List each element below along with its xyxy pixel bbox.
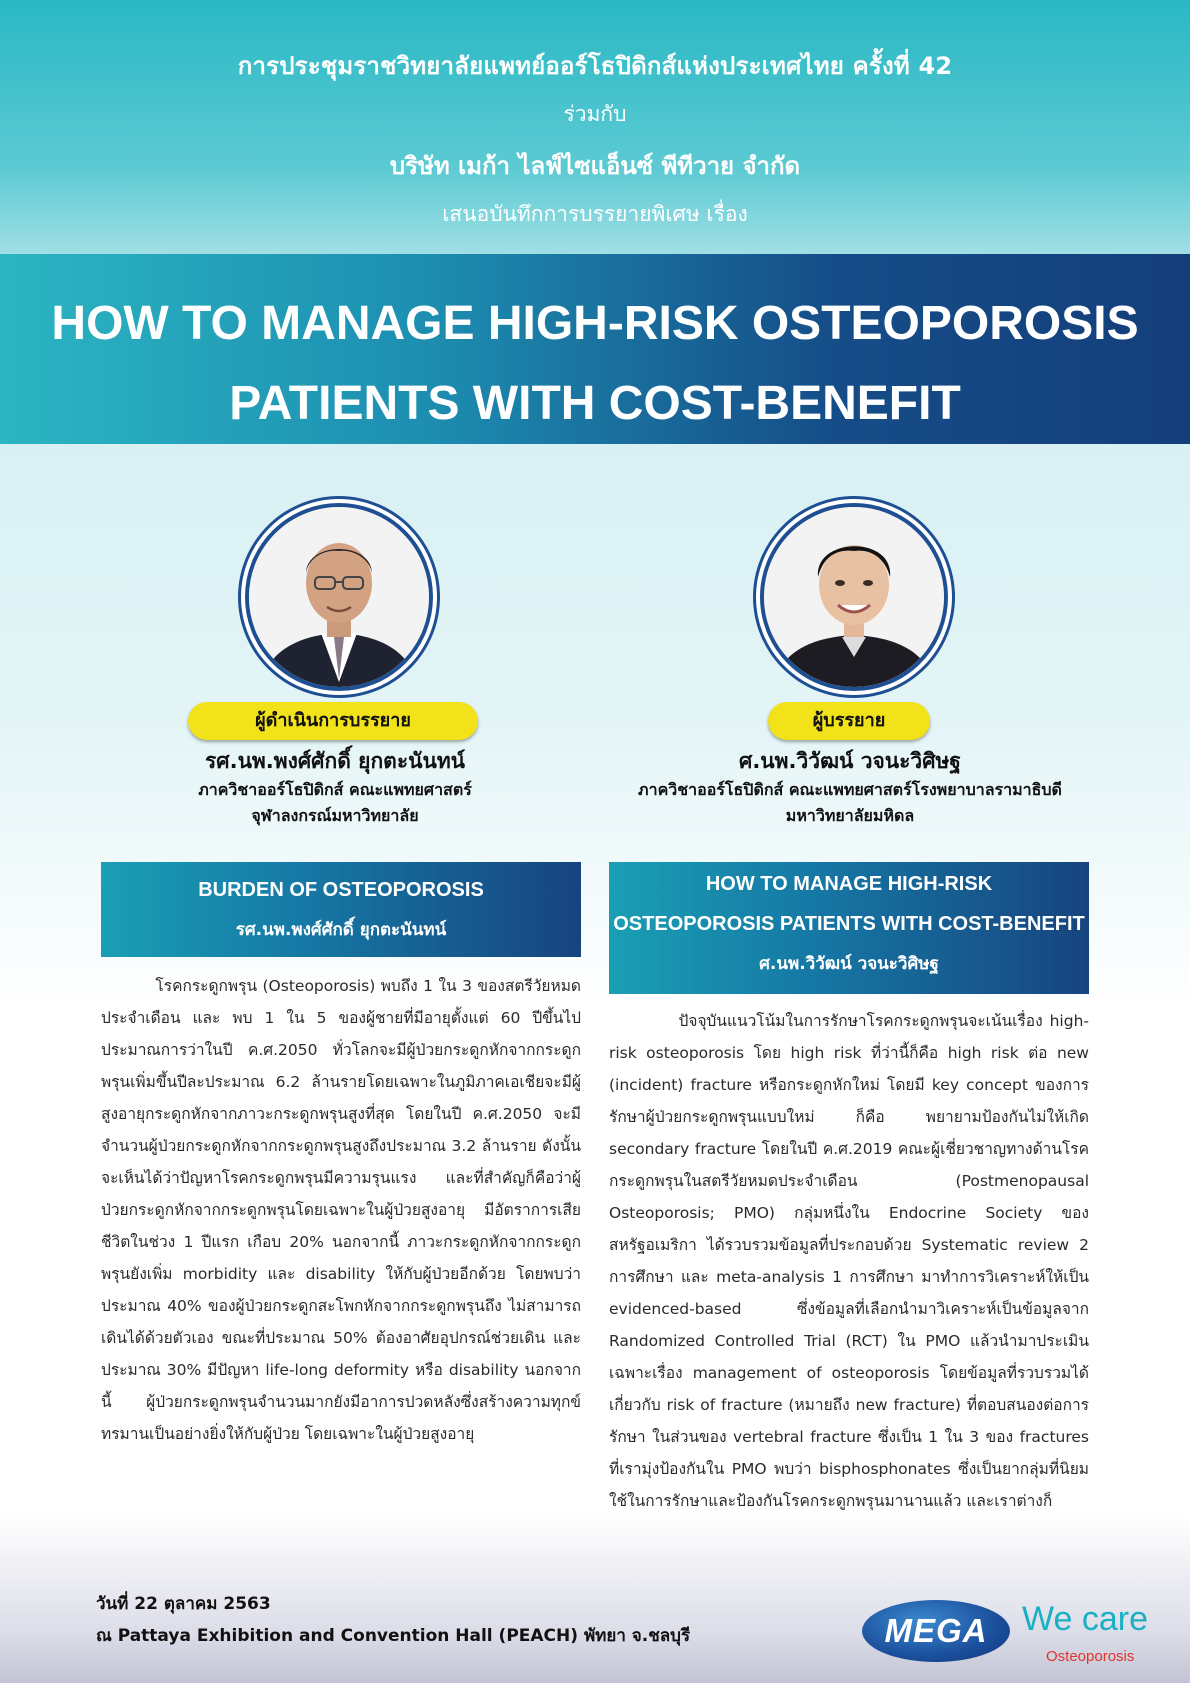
speaker-affiliation (600, 777, 1100, 829)
lecture-title-line1: HOW TO MANAGE HIGH-RISK OSTEOPOROSIS (51, 297, 1139, 350)
speaker-affiliation-line1: ภาควิชาออร์โธปิดิกส์ คณะแพทยศาสตร์โรงพยาบาลรามาธิบดี (638, 780, 1062, 799)
moderator-photo (245, 503, 433, 691)
moderator-affiliation (140, 777, 530, 829)
speaker-name: ศ.นพ.วิวัฒน์ วจนะวิศิษฐ (739, 749, 961, 773)
speaker-affiliation-line2: มหาวิทยาลัยมหิดล (785, 806, 915, 825)
section-author: ศ.นพ.วิวัฒน์ วจนะวิศิษฐ (759, 954, 939, 974)
moderator-name: รศ.นพ.พงศ์ศักดิ์ ยุกตะนันทน์ (204, 749, 466, 773)
body-paragraph: โรคกระดูกพรุน (Osteoporosis) พบถึง 1 ใน 3 ของสตรีวัยหมดประจำเดือน และ พบ 1 ใน 5 ของผู้ชายที่มีอายุตั้งแต่ 60 ปีขึ้นไป ประมาณการว่าในปี ค.ศ.2050 ทั่วโลกจะมีผู้ป่วยกระดูกหักจากกระดูกพรุนเพิ่มขึ้นปีละประมาณ 6.2 ล้านรายโดยเฉพาะในภูมิภาคเอเชียจะมีผู้สูงอายุกระดูกหักจากภาวะกระดูกพรุนสูงที่สุด โดยในปี ค.ศ.2050 จะมีจำนวนผู้ป่วยกระดูกหักจากกระดูกพรุนสูงถึงประมาณ 3.2 ล้านราย ดังนั้นจะเห็นได้ว่าปัญหาโรคกระดูกพรุนมีความรุนแรง และที่สำคัญก็คือว่าผู้ป่วยกระดูกหักจากกระดูกพรุนโดยเฉพาะในผู้ป่วยสูงอายุ มีอัตราการเสียชีวิตในช่วง 1 ปีแรก เกือบ 20% นอกจากนี้ ภาวะกระดูกหักจากกระดูกพรุนยังเพิ่ม morbidity และ disability ให้กับผู้ป่วยอีกด้วย โดยพบว่าประมาณ 40% ของผู้ป่วยกระดูกสะโพกหักจากกระดูกพรุนถึง ไม่สามารถเดินได้ด้วยตัวเอง ขณะที่ประมาณ 50% ต้องอาศัยอุปกรณ์ช่วยเดิน และประมาณ 30% มีปัญหา life-long deformity หรือ disability นอกจากนี้ ผู้ป่วยกระดูกพรุนจำนวนมากยังมีอาการปวดหลังซึ่งสร้างความทุกข์ทรมานเป็นอย่างยิ่งให้กับผู้ป่วย โดยเฉพาะในผู้ป่วยสูงอายุ (101, 977, 581, 1443)
section-author: รศ.นพ.พงศ์ศักดิ์ ยุกตะนันทน์ (235, 920, 447, 940)
event-header (0, 0, 1190, 250)
conference-title: การประชุมราชวิทยาลัยแพทย์ออร์โธปิดิกส์แห่งประเทศไทย ครั้งที่ 42 (237, 52, 953, 80)
osteoporosis-logo-text: Osteoporosis (1046, 1648, 1135, 1665)
section-title-line2: OSTEOPOROSIS PATIENTS WITH COST-BENEFIT (613, 913, 1085, 935)
moderator-affiliation-line1: ภาควิชาออร์โธปิดิกส์ คณะแพทยศาสตร์ (198, 780, 472, 799)
mega-logo: MEGA (862, 1600, 1010, 1662)
we-care-logo-text: We care (1022, 1600, 1148, 1638)
moderator-role-badge: ผู้ดำเนินการบรรยาย (188, 702, 478, 740)
event-date: วันที่ 22 ตุลาคม 2563 (96, 1594, 271, 1614)
lecture-title-line2: PATIENTS WITH COST-BENEFIT (229, 377, 961, 430)
speaker-photo (760, 503, 948, 691)
moderator-affiliation-line2: จุฬาลงกรณ์มหาวิทยาลัย (251, 806, 419, 825)
company-name: บริษัท เมก้า ไลฟ์ไซแอ็นซ์ พีทีวาย จำกัด (389, 152, 801, 180)
lecture-intro: เสนอบันทึกการบรรยายพิเศษ เรื่อง (442, 202, 748, 226)
collaboration-text: ร่วมกับ (563, 102, 627, 126)
lecture-title (0, 284, 1190, 444)
section-header-management (609, 862, 1089, 994)
body-paragraph: ปัจจุบันแนวโน้มในการรักษาโรคกระดูกพรุนจะเน้นเรื่อง high-risk osteoporosis โดย high risk ที่ว่านี้ก็คือ high risk ต่อ new (incident) fracture หรือกระดูกหักใหม่ โดยมี key concept ของการรักษาผู้ป่วยกระดูกพรุนแบบใหม่ ก็คือ พยายามป้องกันไม่ให้เกิด secondary fracture โดยในปี ค.ศ.2019 คณะผู้เชี่ยวชาญทางด้านโรคกระดูกพรุนในสตรีวัยหมดประจำเดือน (Postmenopausal Osteoporosis; PMO) กลุ่มหนึ่งใน Endocrine Society ของสหรัฐอเมริกา ได้รวบรวมข้อมูลที่ประกอบด้วย Systematic review 2 การศึกษา และ meta-analysis 1 การศึกษา มาทำการวิเคราะห์ให้เป็น evidenced-based ซึ่งข้อมูลที่เลือกนำมาวิเคราะห์เป็นข้อมูลจาก Randomized Controlled Trial (RCT) ใน PMO แล้วนำมาประเมินเฉพาะเรื่อง management of osteoporosis โดยข้อมูลที่รวบรวมได้เกี่ยวกับ risk of fracture (หมายถึง new fracture) ที่ตอบสนองต่อการรักษา ในส่วนของ vertebral fracture ซึ่งเป็น 1 ใน 3 ของ fractures ที่เรามุ่งป้องกันใน PMO พบว่า bisphosphonates ซึ่งเป็นยากลุ่มที่นิยมใช้ในการรักษาและป้องกันโรคกระดูกพรุนมานานแล้ว และเราต่างก็ (609, 1012, 1089, 1510)
title-banner (0, 254, 1190, 444)
section-title-line1: HOW TO MANAGE HIGH-RISK (705, 873, 993, 895)
section-header-burden (101, 862, 581, 957)
section-title: BURDEN OF OSTEOPOROSIS (198, 879, 484, 901)
section-body-management (609, 1005, 1089, 1517)
section-body-burden (101, 970, 581, 1450)
event-venue: ณ Pattaya Exhibition and Convention Hall (PEACH) พัทยา จ.ชลบุรี (96, 1626, 691, 1646)
speaker-role-badge: ผู้บรรยาย (768, 702, 930, 740)
